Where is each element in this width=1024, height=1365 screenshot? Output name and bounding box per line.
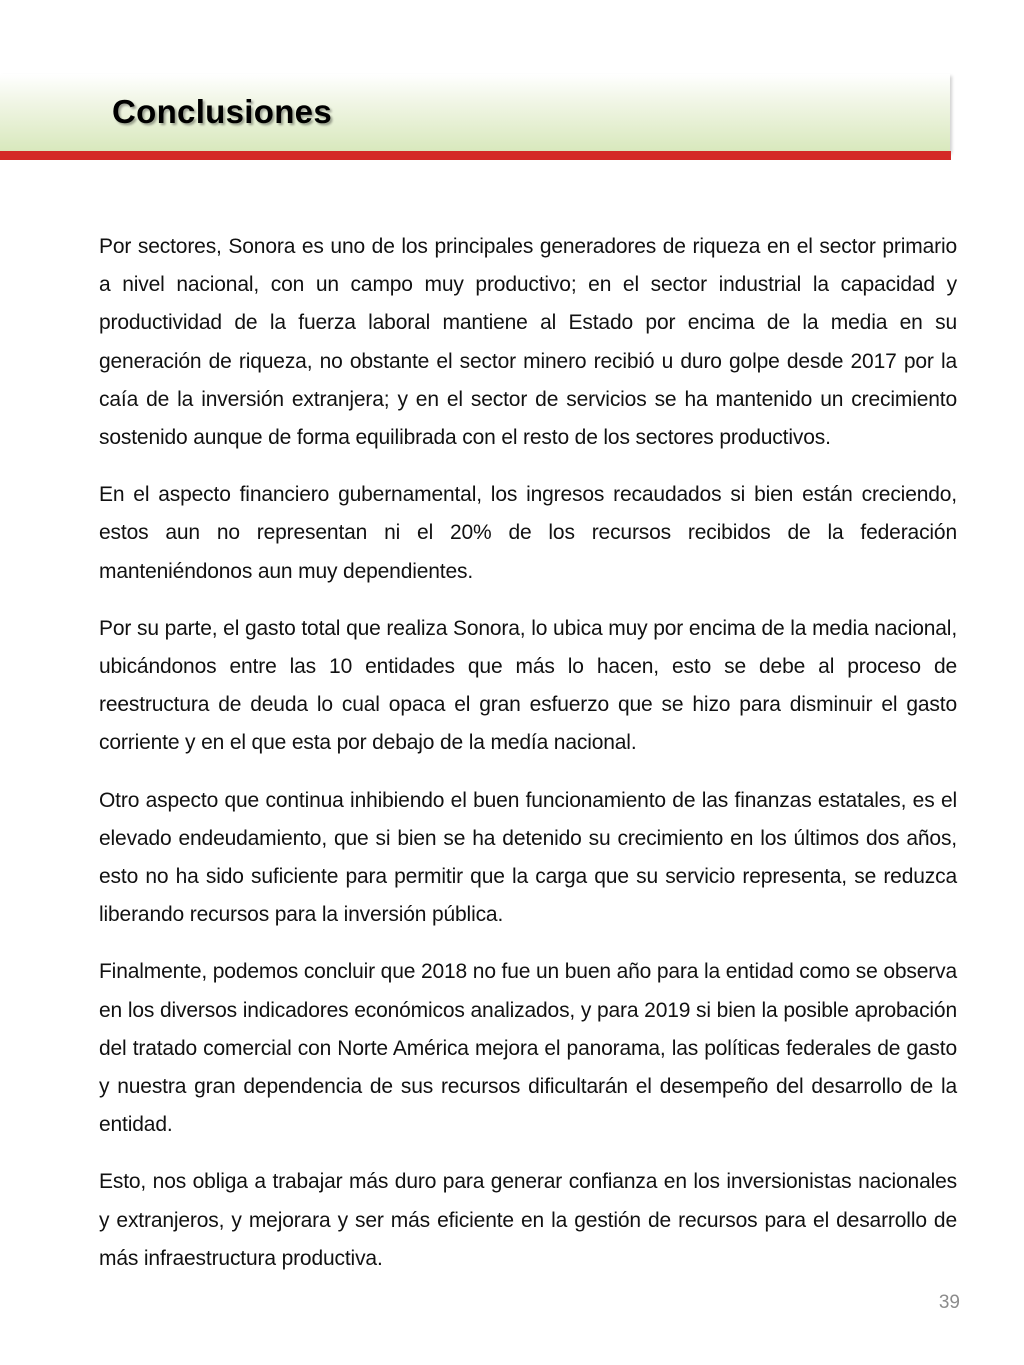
paragraph-sectores: Por sectores, Sonora es uno de los principales generadores de riqueza en el sector primario a nivel nacional, con un campo muy productivo; en el sector industrial la capacidad y productividad de la fuerza laboral mantiene al Estado por encima de la media en su generación de riqueza, no obstante el sector minero recibió u duro golpe desde 2017 por la caía de la inversión extranjera; y en el sector de servicios se ha mantenido un crecimiento sostenido aunque de forma equilibrada con el resto de los sectores productivos.: [99, 235, 957, 450]
page-number: 39: [938, 1292, 960, 1313]
paragraph-finalmente: Finalmente, podemos concluir que 2018 no fue un buen año para la entidad como se observa en los diversos indicadores económicos analizados, y para 2019 si bien la posible aprobación del tratado comercial con Norte América mejora el panorama, las políticas federales de gasto y nuestra gran dependencia de sus recursos dificultarán el desempeño del desarrollo de la entidad.: [99, 960, 957, 1137]
header-red-rule: [0, 151, 951, 160]
paragraph-conclusion: Esto, nos obliga a trabajar más duro para generar confianza en los inversionistas nacionales y extranjeros, y mejorara y ser más eficiente en la gestión de recursos para el desarrollo de más infraestructura productiva.: [99, 1170, 957, 1270]
paragraph-endeudamiento: Otro aspecto que continua inhibiendo el buen funcionamiento de las finanzas estatales, es el elevado endeudamiento, que si bien se ha detenido su crecimiento en los últimos dos años, esto no ha sido suficiente para permitir que la carga que su servicio representa, se reduzca liberando recursos para la inversión pública.: [99, 788, 957, 927]
page-title: Conclusiones: [112, 93, 332, 130]
paragraph-gasto: Por su parte, el gasto total que realiza Sonora, lo ubica muy por encima de la media nacional, ubicándonos entre las 10 entidades que más lo hacen, esto se debe al proceso de reestructura de deuda lo cual opaca el gran esfuerzo que se hizo para disminuir el gasto corriente y en el que esta por debajo de la medía nacional.: [99, 616, 957, 755]
paragraph-financiero: En el aspecto financiero gubernamental, los ingresos recaudados si bien están creciendo, estos aun no representan ni el 20% de los recursos recibidos de la federación manteniéndonos aun muy dependientes.: [99, 483, 957, 583]
body-content: [99, 228, 957, 1297]
